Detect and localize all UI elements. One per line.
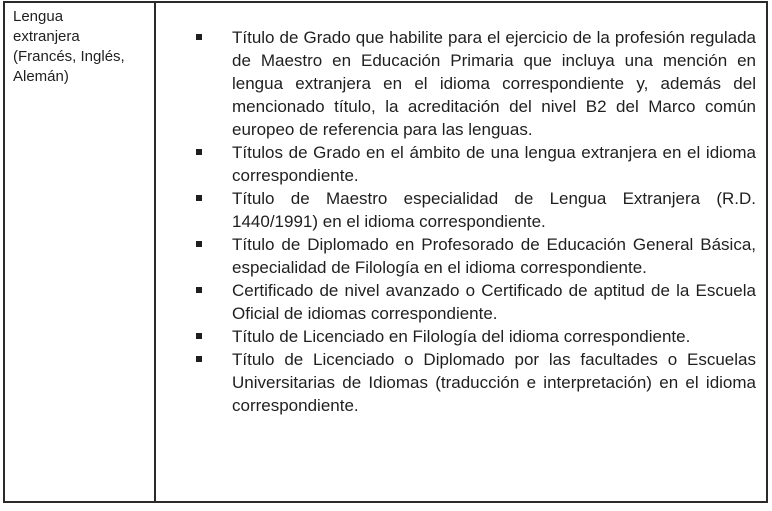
subject-line: (Francés, Inglés, <box>13 48 125 65</box>
square-bullet-icon <box>196 333 202 339</box>
requirement-text: Título de Licenciado en Filología del idioma correspondiente. <box>232 327 691 346</box>
requirement-text: Título de Maestro especialidad de Lengua Extranjera (R.D. 1440/1991) en el idioma correspondiente. <box>232 189 756 231</box>
square-bullet-icon <box>196 287 202 293</box>
requirement-item <box>196 233 756 279</box>
square-bullet-icon <box>196 241 202 247</box>
requirement-item <box>196 279 756 325</box>
requirement-item <box>196 141 756 187</box>
requirement-item <box>196 26 756 141</box>
requirements-list <box>196 26 756 417</box>
square-bullet-icon <box>196 34 202 40</box>
requirement-text: Título de Grado que habilite para el ejercicio de la profesión regulada de Maestro en Educación Primaria que incluya una mención en lengua extranjera en el idioma correspondiente y, además del mencionado título, la acreditación del nivel B2 del Marco común europeo de referencia para las lenguas. <box>232 28 756 139</box>
square-bullet-icon <box>196 356 202 362</box>
subject-line: Lengua <box>13 8 64 25</box>
requirement-item <box>196 187 756 233</box>
requirement-text: Títulos de Grado en el ámbito de una lengua extranjera en el idioma correspondiente. <box>232 143 756 185</box>
square-bullet-icon <box>196 195 202 201</box>
requirements-cell <box>156 3 766 501</box>
requirement-item <box>196 348 756 417</box>
subject-cell <box>5 3 156 501</box>
requirements-table-row <box>3 1 768 503</box>
subject-line: Alemán) <box>13 68 69 85</box>
subject-line: extranjera <box>13 28 80 45</box>
square-bullet-icon <box>196 149 202 155</box>
requirement-text: Certificado de nivel avanzado o Certificado de aptitud de la Escuela Oficial de idiomas correspondiente. <box>232 281 756 323</box>
requirement-item <box>196 325 756 348</box>
requirement-text: Título de Diplomado en Profesorado de Educación General Básica, especialidad de Filología en el idioma correspondiente. <box>232 235 756 277</box>
requirement-text: Título de Licenciado o Diplomado por las facultades o Escuelas Universitarias de Idiomas (traducción e interpretación) en el idioma correspondiente. <box>232 350 756 415</box>
